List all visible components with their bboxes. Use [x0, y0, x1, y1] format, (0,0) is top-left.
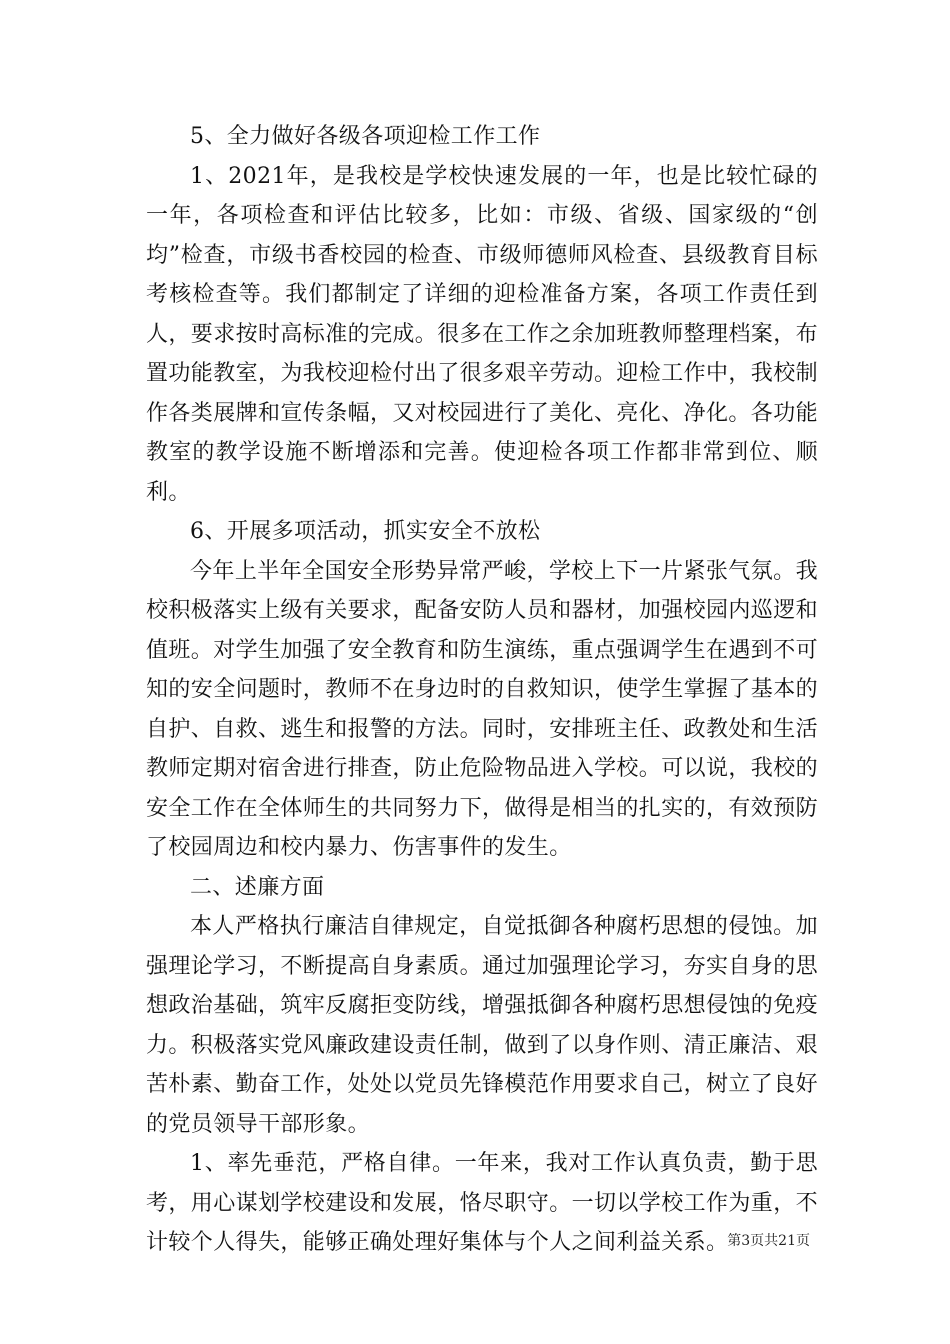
document-body — [146, 117, 818, 1263]
page-number: 第3页共21页 — [727, 1233, 810, 1249]
paragraph-inspection-work: 1、2021年，是我校是学校快速发展的一年，也是比较忙碌的一年，各项检查和评估比较多，比如：市级、省级、国家级的“创均”检查，市级书香校园的检查、市级师德师风检查、县级教育目标考核检查等。我们都制定了详细的迎检准备方案，各项工作责任到人，要求按时高标准的完成。很多在工作之余加班教师整理档案，布置功能教室，为我校迎检付出了很多艰辛劳动。迎检工作中，我校制作各类展牌和宣传条幅，又对校园进行了美化、亮化、净化。各功能教室的教学设施不断增添和完善。使迎检各项工作都非常到位、顺利。 — [146, 163, 819, 505]
section-heading-inspection: 5、全力做好各级各项迎检工作工作 — [190, 124, 541, 149]
paragraph-lead-by-example: 1、率先垂范，严格自律。一年来，我对工作认真负责，勤于思考，用心谋划学校建设和发展，恪尽职守。一切以学校工作为重，不计较个人得失，能够正确处理好集体与个人之间利益关系。 — [146, 1151, 819, 1255]
section-heading-integrity: 二、述廉方面 — [190, 874, 325, 900]
paragraph-integrity-self-discipline: 本人严格执行廉洁自律规定，自觉抵御各种腐朽思想的侵蚀。加强理论学习，不断提高自身素质。通过加强理论学习，夯实自身的思想政治基础，筑牢反腐拒变防线，增强抵御各种腐朽思想侵蚀的免疫力。积极落实党风廉政建设责任制，做到了以身作则、清正廉洁、艰苦朴素、勤奋工作，处处以党员先锋模范作用要求自己，树立了良好的党员领导干部形象。 — [146, 914, 819, 1137]
paragraph-safety-work: 今年上半年全国安全形势异常严峻，学校上下一片紧张气氛。我校积极落实上级有关要求，配备安防人员和器材，加强校园内巡逻和值班。对学生加强了安全教育和防生演练，重点强调学生在遇到不可知的安全问题时，教师不在身边时的自救知识，使学生掌握了基本的自护、自救、逃生和报警的方法。同时，安排班主任、政教处和生活教师定期对宿舍进行排查，防止危险物品进入学校。可以说，我校的安全工作在全体师生的共同努力下，做得是相当的扎实的，有效预防了校园周边和校内暴力、伤害事件的发生。 — [146, 558, 819, 860]
section-heading-safety: 6、开展多项活动，抓实安全不放松 — [190, 519, 541, 544]
